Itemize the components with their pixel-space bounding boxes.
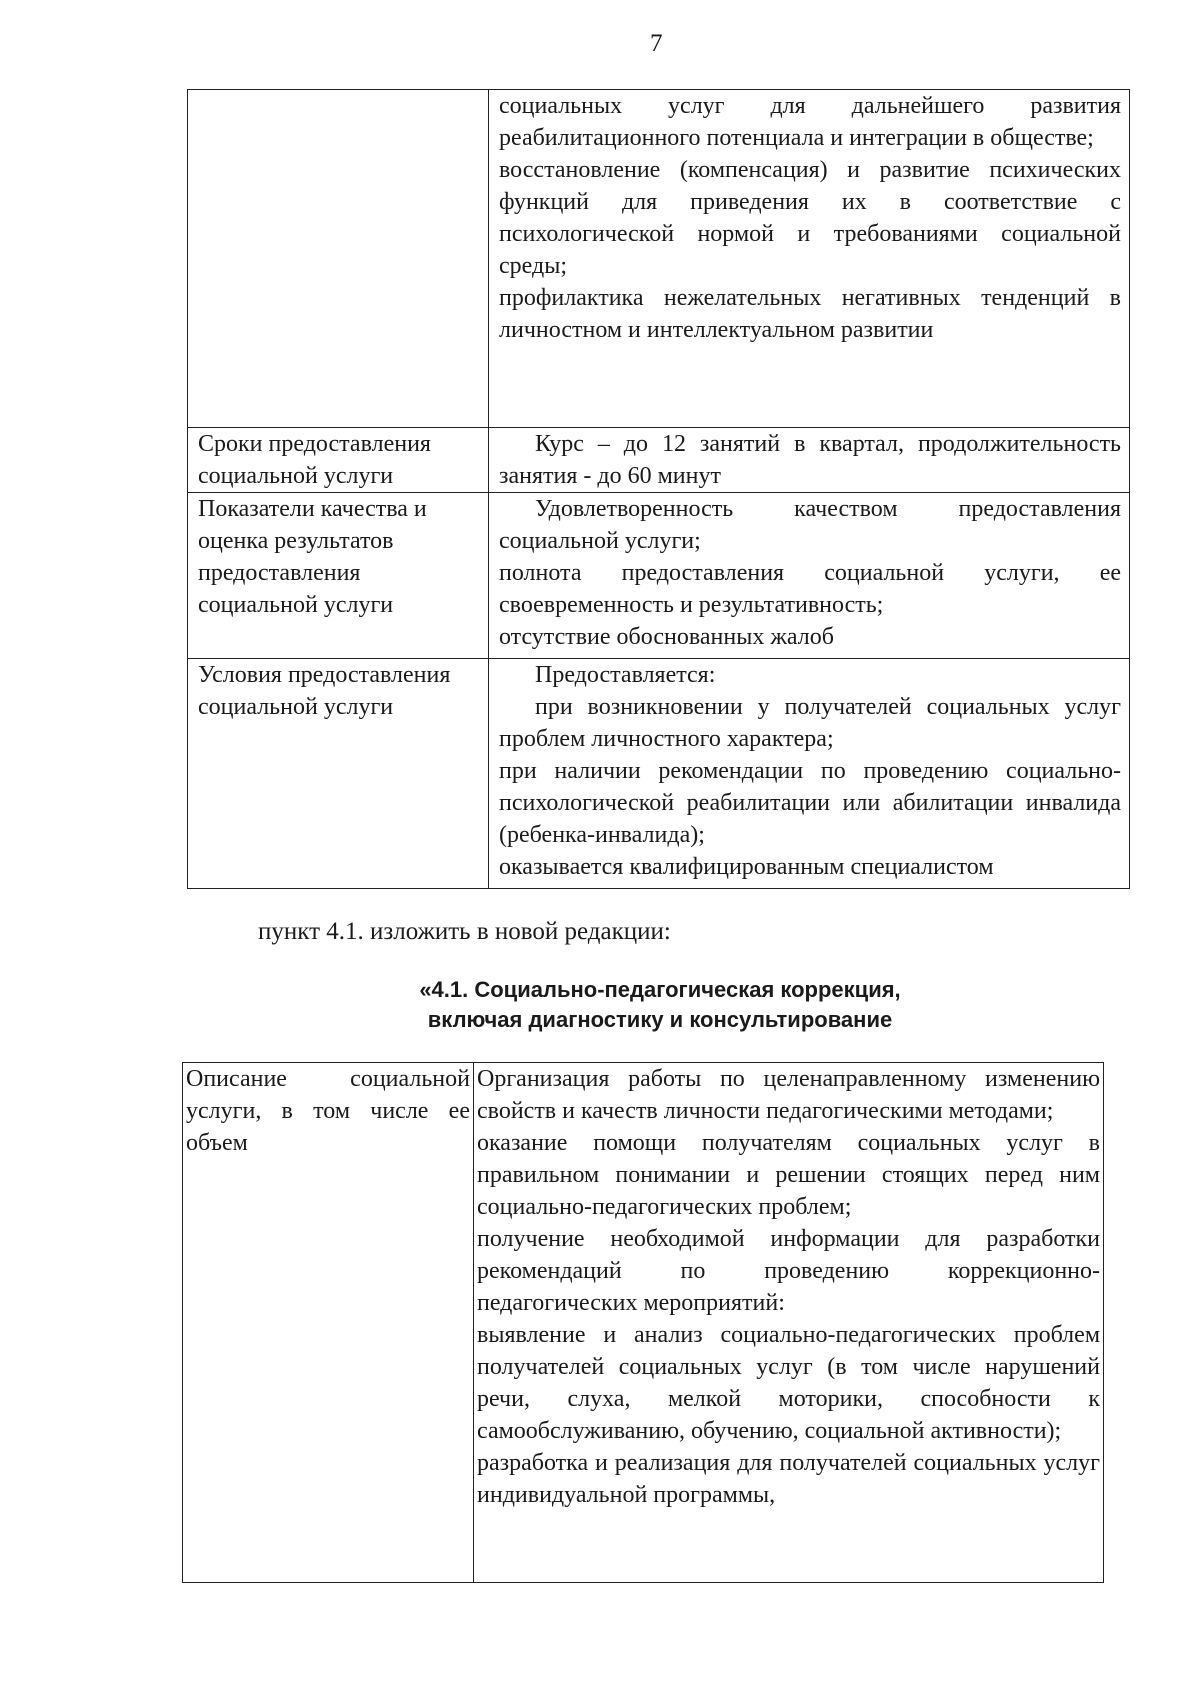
- table-row: [188, 493, 1130, 659]
- content-paragraph: разработка и реализация для получателей социальных услуг индивидуальной программы,: [477, 1450, 1100, 1508]
- section-heading-line: включая диагностику и консультирование: [427, 1007, 893, 1032]
- table-label-cell: Сроки предоставления социальной услуги: [188, 428, 489, 493]
- table-content-cell: [489, 493, 1130, 659]
- content-paragraph: восстановление (компенсация) и развитие психических функций для приведения их в соответствие с психологической нормой и требованиями социальной среды;: [499, 157, 1121, 279]
- table-content-cell: [489, 428, 1130, 493]
- table-content-cell: [489, 659, 1130, 889]
- content-paragraph: профилактика нежелательных негативных тенденций в личностном и интеллектуальном развитии: [499, 285, 1121, 343]
- table-content-cell: [489, 90, 1130, 428]
- table-row: [183, 1063, 1104, 1583]
- content-paragraph: Предоставляется:: [535, 662, 716, 688]
- content-paragraph: полнота предоставления социальной услуги, ее своевременность и результативность;: [499, 560, 1121, 618]
- table-label-cell: [188, 90, 489, 428]
- service-description-table-continued: [187, 89, 1130, 889]
- table-row: [188, 659, 1130, 889]
- table-row: [188, 90, 1130, 428]
- content-paragraph: выявление и анализ социально-педагогических проблем получателей социальных услуг (в том числе нарушений речи, слуха, мелкой моторики, способности к самообслуживанию, обучению, социальной активности);: [477, 1322, 1100, 1444]
- content-paragraph: получение необходимой информации для разработки рекомендаций по проведению коррекционно-педагогических мероприятий:: [477, 1226, 1100, 1316]
- content-paragraph: Удовлетворенность качеством предоставления социальной услуги;: [499, 496, 1121, 554]
- content-paragraph: Курс – до 12 занятий в квартал, продолжительность занятия - до 60 минут: [499, 431, 1121, 489]
- table-label-cell: Описание социальной услуги, в том числе ее объем: [183, 1063, 474, 1583]
- content-paragraph: оказание помощи получателям социальных услуг в правильном понимании и решении стоящих перед ним социально-педагогических проблем;: [477, 1130, 1100, 1220]
- content-paragraph: при наличии рекомендации по проведению социально-психологической реабилитации или абилитации инвалида (ребенка-инвалида);: [499, 758, 1121, 848]
- content-paragraph: Организация работы по целенаправленному изменению свойств и качеств личности педагогическими методами;: [477, 1066, 1100, 1124]
- content-paragraph: оказывается квалифицированным специалистом: [499, 854, 994, 880]
- table-row: [188, 428, 1130, 493]
- table-label-cell: Условия предоставления социальной услуги: [188, 659, 489, 889]
- service-description-table: [182, 1062, 1104, 1583]
- content-paragraph: социальных услуг для дальнейшего развития реабилитационного потенциала и интеграции в обществе;: [499, 93, 1121, 151]
- table-content-cell: [474, 1063, 1104, 1583]
- section-heading-line: «4.1. Социально-педагогическая коррекция,: [419, 977, 901, 1002]
- content-paragraph: при возникновении у получателей социальных услуг проблем личностного характера;: [499, 694, 1121, 752]
- content-paragraph: отсутствие обоснованных жалоб: [499, 624, 834, 650]
- section-heading: [280, 975, 1040, 1035]
- amendment-instruction: пункт 4.1. изложить в новой редакции:: [258, 918, 671, 945]
- page-number: 7: [650, 30, 663, 57]
- table-label-cell: Показатели качества и оценка результатов предоставления социальной услуги: [188, 493, 489, 659]
